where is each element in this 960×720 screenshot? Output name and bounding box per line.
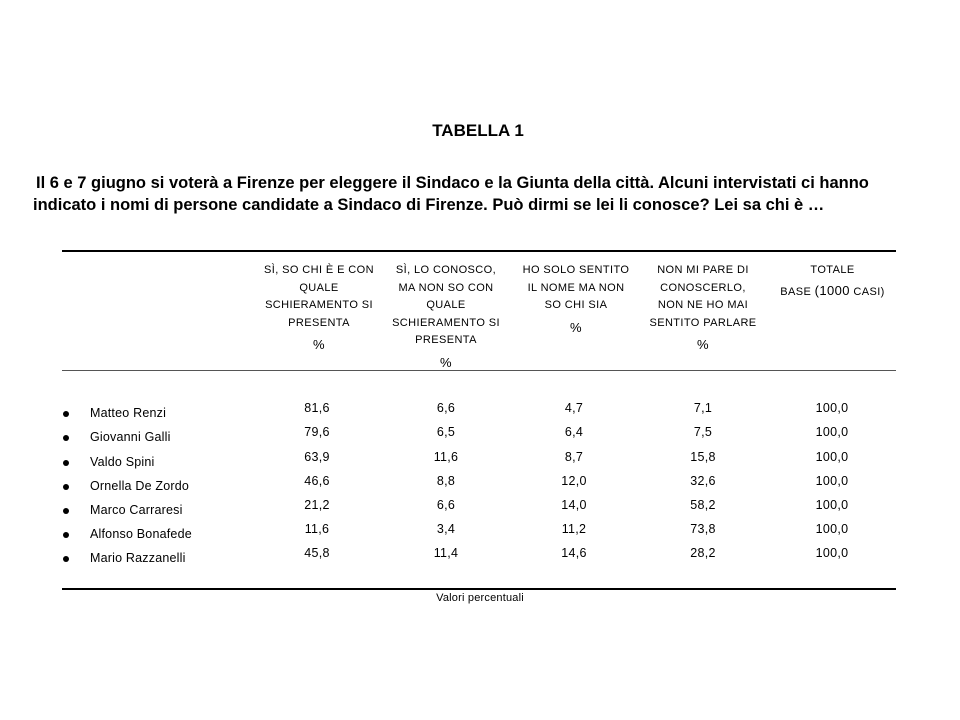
column-header-2-line: SCHIERAMENTO SI xyxy=(392,316,500,329)
bullet-icon xyxy=(63,508,69,514)
cell-value: 28,2 xyxy=(690,546,716,560)
cell-value: 45,8 xyxy=(304,546,330,560)
cell-value: 12,0 xyxy=(561,474,587,488)
cell-value: 15,8 xyxy=(690,450,716,464)
cell-value: 7,5 xyxy=(693,425,713,439)
cell-value: 100,0 xyxy=(815,450,849,464)
column-header-2-unit: % xyxy=(440,354,452,370)
column-header-4-line: NON MI PARE DI xyxy=(657,264,749,276)
bullet-icon xyxy=(63,435,69,441)
column-header-4-line: CONOSCERLO, xyxy=(660,281,746,294)
cell-value: 8,7 xyxy=(564,450,584,464)
table-row xyxy=(0,546,960,573)
column-header-total xyxy=(760,262,905,301)
bullet-icon xyxy=(63,532,69,538)
column-header-1-line: PRESENTA xyxy=(288,316,350,329)
column-header-3-line: IL NOME MA NON xyxy=(527,281,625,294)
column-header-4-line: NON NE HO MAI xyxy=(657,299,749,311)
candidate-name: Valdo Spini xyxy=(90,455,155,469)
column-header-1-line: SCHIERAMENTO SI xyxy=(265,299,373,311)
cell-value: 100,0 xyxy=(815,522,849,536)
cell-value: 6,6 xyxy=(436,401,456,415)
cell-value: 7,1 xyxy=(693,401,713,415)
footnote: Valori percentuali xyxy=(436,592,524,604)
column-header-1-line: QUALE xyxy=(299,281,339,294)
candidate-name: Marco Carraresi xyxy=(90,503,183,517)
cell-value: 4,7 xyxy=(564,401,584,415)
cell-value: 21,2 xyxy=(304,498,330,512)
column-header-1-line: SÌ, SO CHI È E CON xyxy=(264,264,374,276)
cell-value: 11,4 xyxy=(433,546,459,560)
total-base-suffix: CASI) xyxy=(853,285,885,298)
column-header-3-line: SO CHI SIA xyxy=(544,299,608,311)
cell-value: 100,0 xyxy=(815,546,849,560)
total-label: TOTALE xyxy=(810,264,855,276)
table-top-rule xyxy=(62,250,896,252)
table-row xyxy=(0,425,960,452)
bullet-icon xyxy=(63,484,69,490)
cell-value: 6,5 xyxy=(436,425,456,439)
cell-value: 14,6 xyxy=(561,546,587,560)
question-text xyxy=(0,172,960,216)
candidate-name: Matteo Renzi xyxy=(90,406,167,420)
cell-value: 3,4 xyxy=(436,522,456,536)
cell-value: 100,0 xyxy=(815,474,849,488)
column-header-4-line: SENTITO PARLARE xyxy=(649,316,757,329)
candidate-name: Giovanni Galli xyxy=(90,430,171,444)
total-base-number: 1000 xyxy=(819,282,850,298)
table-title: TABELLA 1 xyxy=(432,121,524,140)
column-header-2 xyxy=(380,262,512,371)
cell-value: 6,6 xyxy=(436,498,456,512)
cell-value: 8,8 xyxy=(436,474,456,488)
cell-value: 58,2 xyxy=(690,498,716,512)
cell-value: 46,6 xyxy=(304,474,330,488)
column-header-1-unit: % xyxy=(313,337,325,352)
bullet-icon xyxy=(63,460,69,466)
cell-value: 73,8 xyxy=(690,522,716,536)
cell-value: 79,6 xyxy=(304,425,330,439)
question-line-1: Il 6 e 7 giugno si voterà a Firenze per eleggere il Sindaco e la Giunta della città. Alcuni intervistati ci hanno xyxy=(36,174,869,192)
cell-value: 6,4 xyxy=(564,425,584,439)
column-header-1 xyxy=(253,262,385,354)
total-base-open: ( xyxy=(814,282,820,298)
column-header-2-line: PRESENTA xyxy=(415,334,477,346)
column-header-2-line: SÌ, LO CONOSCO, xyxy=(395,264,497,276)
cell-value: 11,6 xyxy=(304,522,330,536)
column-header-4 xyxy=(637,262,769,354)
bullet-icon xyxy=(63,556,69,562)
candidate-name: Mario Razzanelli xyxy=(90,551,186,565)
total-base xyxy=(760,282,905,302)
cell-value: 100,0 xyxy=(815,401,849,415)
column-header-3-unit: % xyxy=(570,319,582,335)
header-rule xyxy=(62,370,896,371)
cell-value: 63,9 xyxy=(304,450,330,464)
cell-value: 11,6 xyxy=(433,450,459,464)
bullet-icon xyxy=(63,411,69,417)
cell-value: 11,2 xyxy=(561,522,587,536)
table-bottom-rule xyxy=(62,588,896,590)
cell-value: 14,0 xyxy=(561,498,587,512)
cell-value: 100,0 xyxy=(815,425,849,439)
candidate-name: Alfonso Bonafede xyxy=(90,527,192,541)
column-header-3-line: HO SOLO SENTITO xyxy=(522,264,630,276)
column-header-2-line: QUALE xyxy=(426,299,466,311)
column-header-4-unit: % xyxy=(697,337,709,352)
cell-value: 100,0 xyxy=(815,498,849,512)
column-header-2-line: MA NON SO CON xyxy=(398,281,494,294)
question-line-2: indicato i nomi di persone candidate a Sindaco di Firenze. Può dirmi se lei li conosce? Lei sa chi è … xyxy=(33,196,825,214)
total-base-prefix: BASE xyxy=(780,285,812,298)
column-header-3 xyxy=(510,262,642,336)
cell-value: 81,6 xyxy=(304,401,330,415)
cell-value: 32,6 xyxy=(690,474,716,488)
candidate-name: Ornella De Zordo xyxy=(90,479,190,493)
